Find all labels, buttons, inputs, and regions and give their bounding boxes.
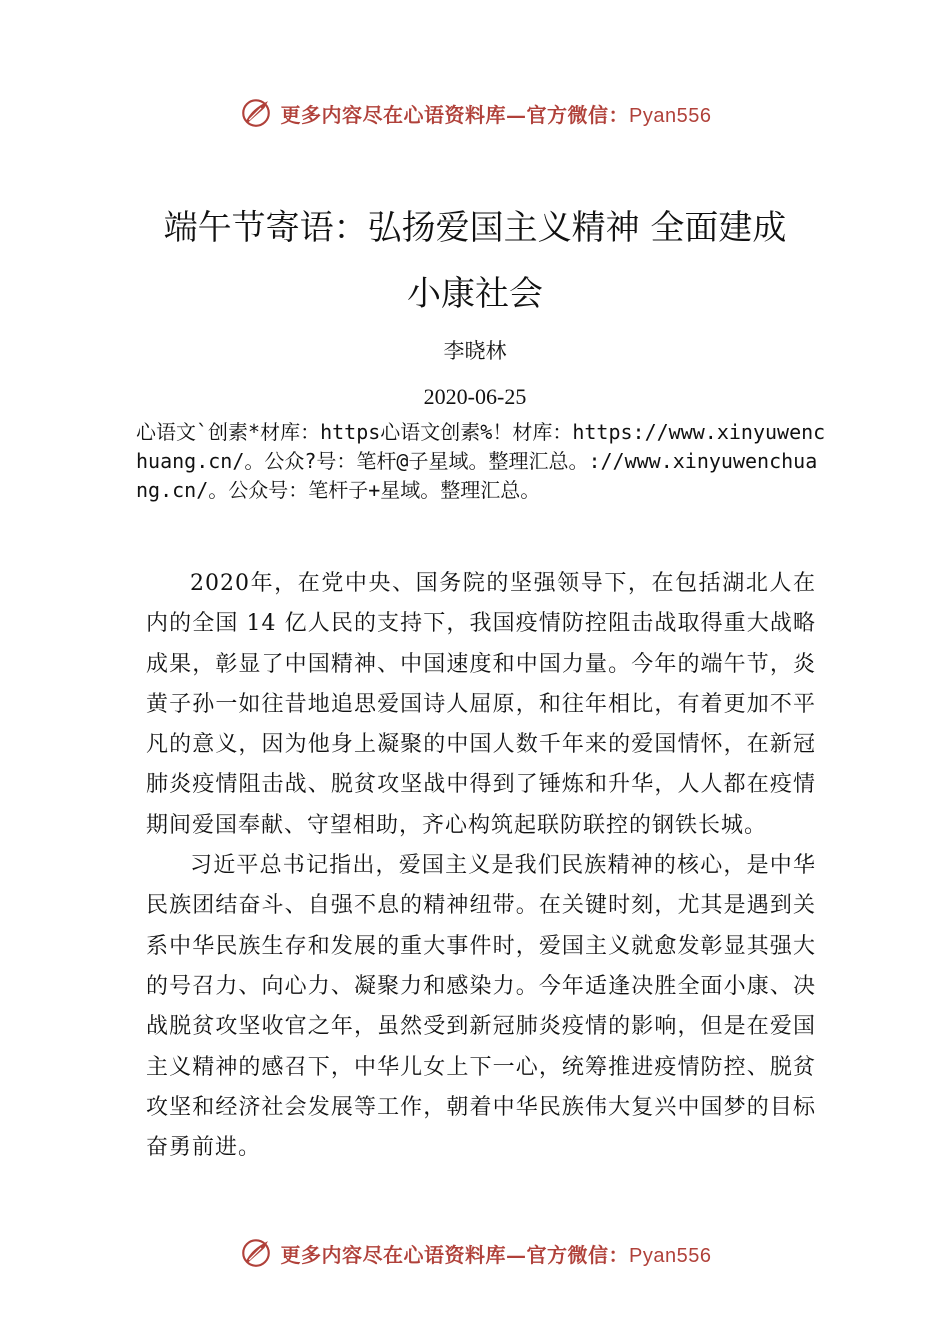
article-title-line-1: 端午节寄语：弘扬爱国主义精神 全面建成 <box>163 208 787 248</box>
article-date: 2020-06-25 <box>423 384 527 409</box>
footer-wechat-id: Pyan556 <box>629 1244 712 1267</box>
paragraph: 习近平总书记指出，爱国主义是我们民族精神的核心，是中华民族团结奋斗、自强不息的精神纽带。在关键时刻，尤其是遇到关系中华民族生存和发展的重大事件时，爱国主义就愈发彰显其强大的号召力、向心力、凝聚力和感染力。今年适逢决胜全面小康、决战脱贫攻坚收官之年，虽然受到新冠肺炎疫情的影响，但是在爱国主义精神的感召下，中华儿女上下一心，统筹推进疫情防控、脱贫攻坚和经济社会发展等工作，朝着中华民族伟大复兴中国梦的目标奋勇前进。 <box>146 853 816 1161</box>
article-author: 李晓林 <box>443 339 507 363</box>
paragraph: 2020年，在党中央、国务院的坚强领导下，在包括湖北人在内的全国 14 亿人民的支持下，我国疫情防控阻击战取得重大战略成果，彰显了中国精神、中国速度和中国力量。今年的端午节，炎黄子孙一如往昔地追思爱国诗人屈原，和往年相比，有着更加不平凡的意义，因为他身上凝聚的中国人数千年来的爱国情怀，在新冠肺炎疫情阻击战、脱贫攻坚战中得到了锤炼和升华，人人都在疫情期间爱国奉献、守望相助，齐心构筑起联防联控的钢铁长城。 <box>146 571 816 838</box>
article-body <box>146 564 816 1168</box>
footer-banner <box>0 1233 950 1273</box>
pen-logo-icon <box>239 1236 273 1270</box>
pen-logo-icon <box>239 96 273 130</box>
footer-banner-text: 更多内容尽在心语资料库—官方微信：Pyan556 <box>280 1242 712 1267</box>
article-title-line-2: 小康社会 <box>407 274 543 314</box>
header-wechat-id: Pyan556 <box>629 104 712 127</box>
header-banner <box>0 93 950 133</box>
source-note: 心语文`创素*材库：https心语文创素%！材库：https://www.xinyuwenchuang.cn/。公众?号：笔杆@子星域。整理汇总。://www.xinyuwenchuang.cn/。公众号：笔杆子+星域。整理汇总。 <box>136 420 826 502</box>
header-banner-text: 更多内容尽在心语资料库—官方微信：Pyan556 <box>280 102 712 127</box>
